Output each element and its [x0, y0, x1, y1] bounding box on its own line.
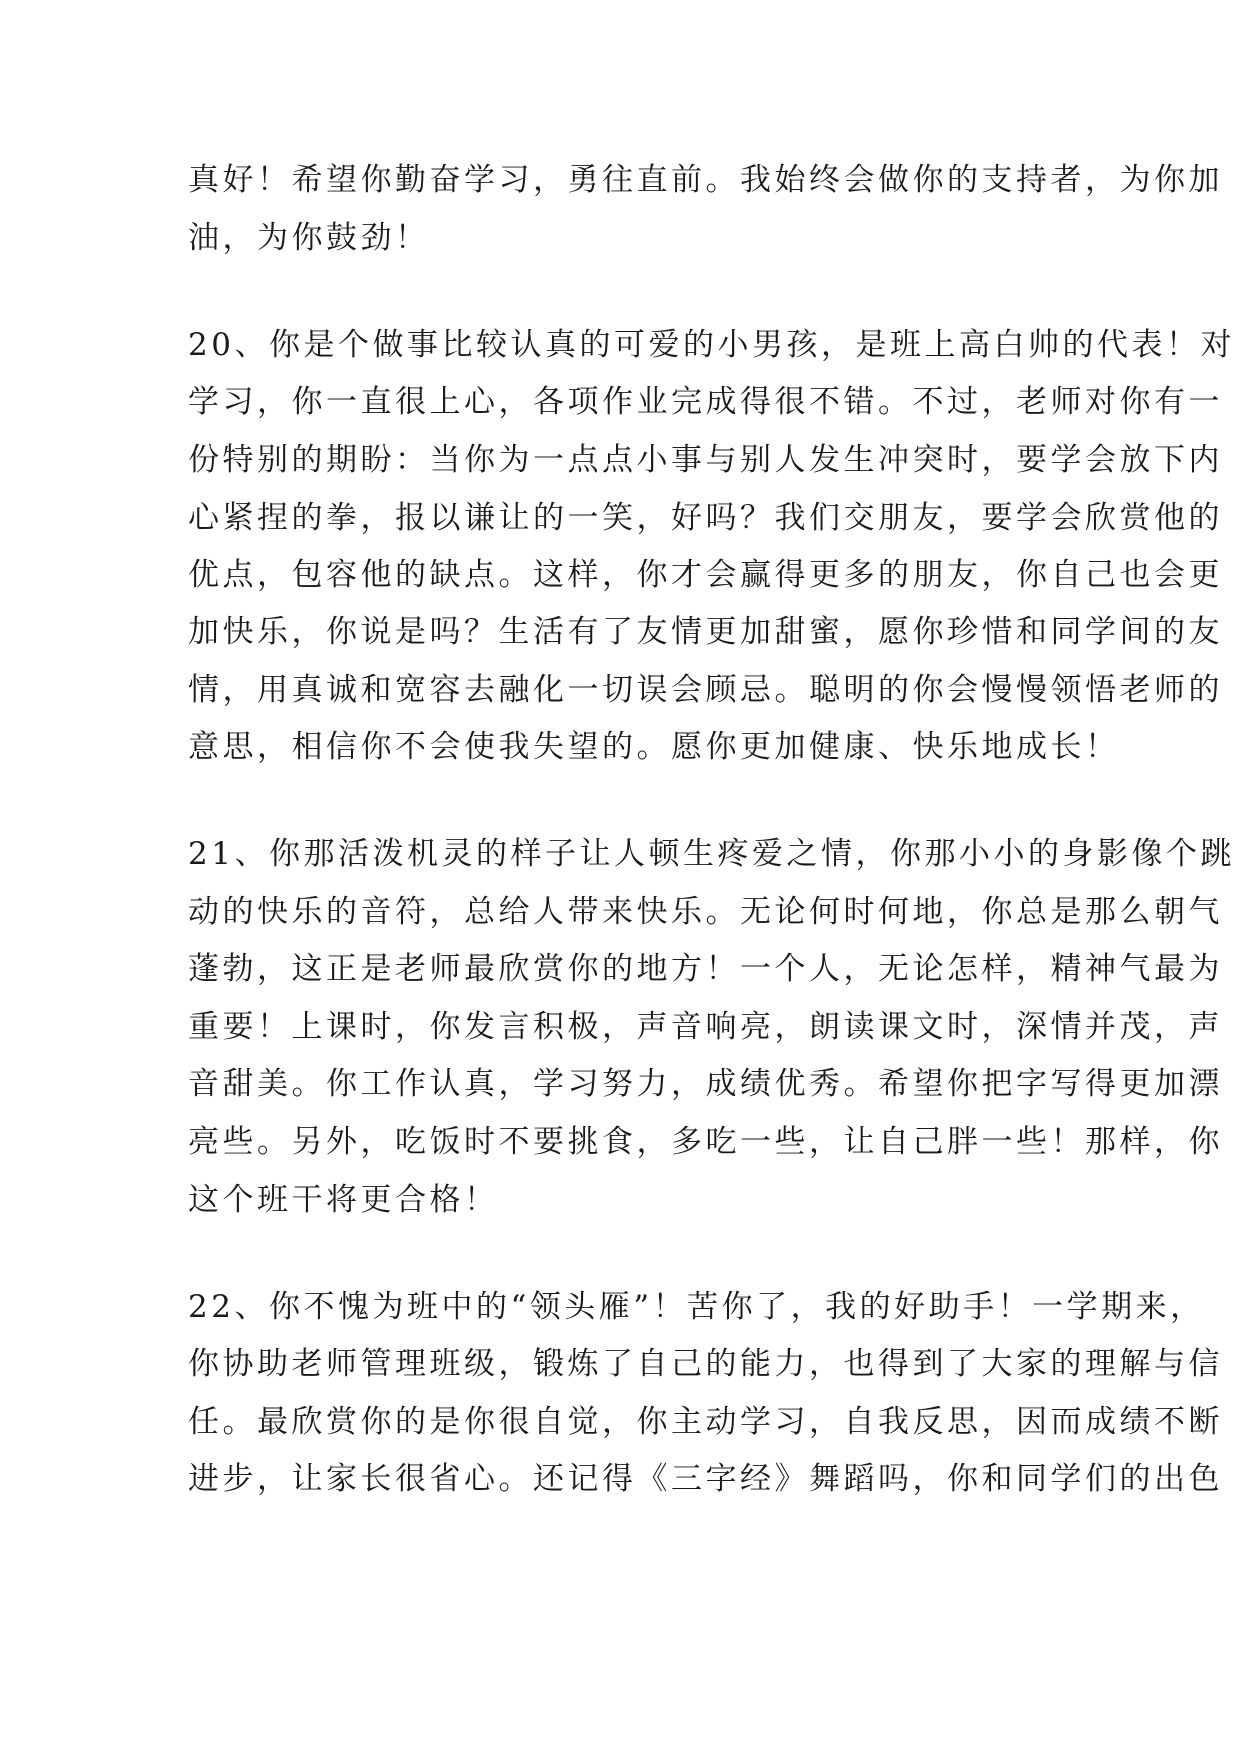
text-line: 22、你不愧为班中的“领头雁”！苦你了，我的好助手！一学期来，	[188, 1289, 1205, 1325]
text-line: 份特别的期盼：当你为一点点小事与别人发生冲突时，要学会放下内	[188, 442, 1223, 478]
text-line: 任。最欣赏你的是你很自觉，你主动学习，自我反思，因而成绩不断	[188, 1404, 1223, 1440]
text-line: 亮些。另外，吃饭时不要挑食，多吃一些，让自己胖一些！那样，你	[188, 1124, 1223, 1160]
text-line: 优点，包容他的缺点。这样，你才会赢得更多的朋友，你自己也会更	[188, 557, 1223, 593]
text-line: 心紧捏的拳，报以谦让的一笑，好吗？我们交朋友，要学会欣赏他的	[188, 500, 1223, 536]
text-line: 意思，相信你不会使我失望的。愿你更加健康、快乐地成长！	[188, 729, 1120, 765]
text-line: 情，用真诚和宽容去融化一切误会顾忌。聪明的你会慢慢领悟老师的	[188, 672, 1223, 708]
text-line: 油，为你鼓劲！	[188, 220, 430, 256]
text-line: 真好！希望你勤奋学习，勇往直前。我始终会做你的支持者，为你加	[188, 162, 1223, 198]
text-line: 加快乐，你说是吗？生活有了友情更加甜蜜，愿你珍惜和同学间的友	[188, 614, 1223, 650]
text-line: 学习，你一直很上心，各项作业完成得很不错。不过，老师对你有一	[188, 384, 1223, 420]
text-line: 重要！上课时，你发言积极，声音响亮，朗读课文时，深情并茂，声	[188, 1009, 1223, 1045]
text-line: 你协助老师管理班级，锻炼了自己的能力，也得到了大家的理解与信	[188, 1346, 1223, 1382]
text-line: 音甜美。你工作认真，学习努力，成绩优秀。希望你把字写得更加漂	[188, 1066, 1223, 1102]
text-line: 这个班干将更合格！	[188, 1182, 499, 1218]
text-line: 21、你那活泼机灵的样子让人顿生疼爱之情，你那小小的身影像个跳	[188, 836, 1235, 872]
text-line: 动的快乐的音符，总给人带来快乐。无论何时何地，你总是那么朝气	[188, 894, 1223, 930]
text-line: 进步，让家长很省心。还记得《三字经》舞蹈吗，你和同学们的出色	[188, 1461, 1223, 1497]
text-line: 蓬勃，这正是老师最欣赏你的地方！一个人，无论怎样，精神气最为	[188, 951, 1223, 987]
text-line: 20、你是个做事比较认真的可爱的小男孩，是班上高白帅的代表！对	[188, 327, 1235, 363]
